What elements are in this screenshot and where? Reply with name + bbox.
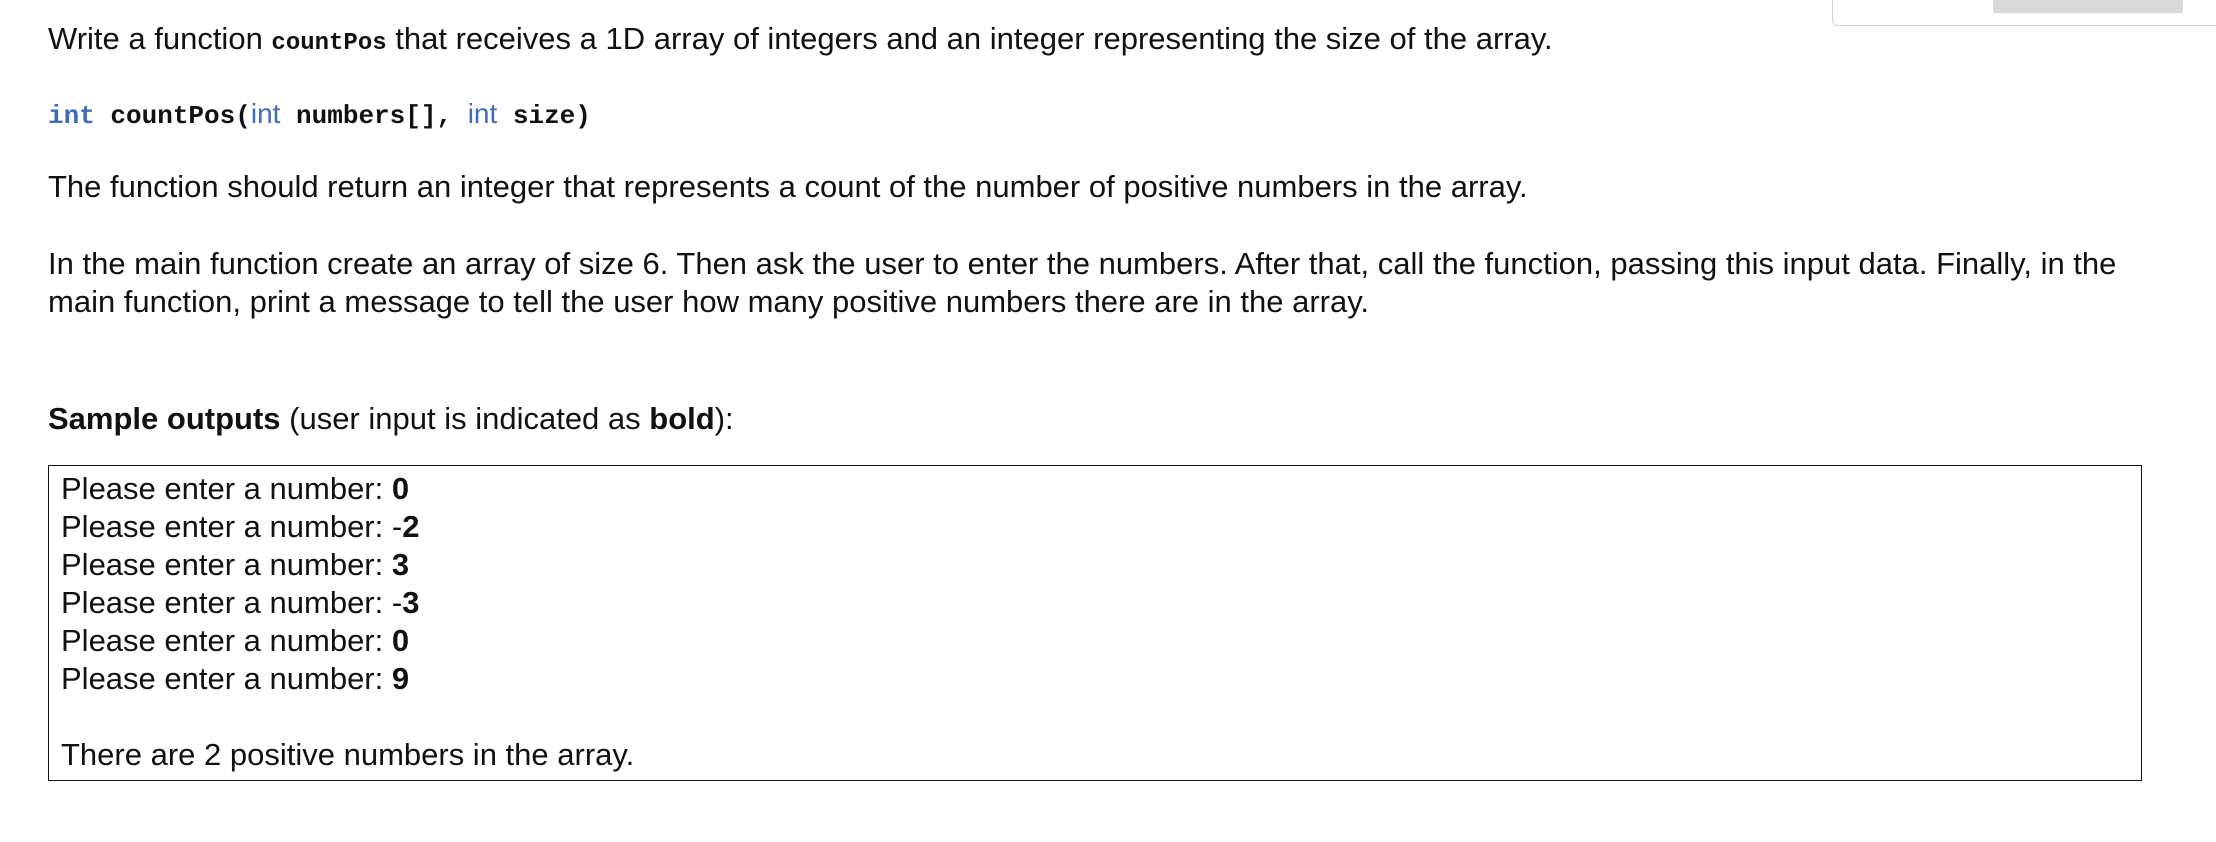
sample-output-box <box>48 465 2142 781</box>
main-description: In the main function create an array of size 6. Then ask the user to enter the numbers. After that, call the function, passing this input data. Finally, in the main function, print a message to tell the user how many positive numbers there are in the array. <box>48 246 2117 319</box>
user-input-value: 2 <box>402 509 420 544</box>
sample-line <box>61 470 2129 508</box>
user-input-value: 0 <box>391 471 410 506</box>
param2-name: size) <box>512 101 591 131</box>
user-input-value: 3 <box>402 585 420 620</box>
sample-line <box>61 546 2129 584</box>
prompt-text: Please enter a number: <box>61 661 392 696</box>
sample-heading-middle: (user input is indicated as <box>280 401 650 436</box>
result-line: There are 2 positive numbers in the array. <box>61 737 635 772</box>
prompt-text: Please enter a number: <box>61 547 392 582</box>
function-signature <box>48 95 2148 135</box>
signature-open-paren: ( <box>235 101 251 131</box>
prompt-text: Please enter a number: <box>61 471 392 506</box>
input-sign: - <box>391 509 403 544</box>
return-type-keyword: int <box>48 101 95 131</box>
intro-paragraph <box>48 20 2148 63</box>
sample-line <box>61 660 2129 698</box>
param1-type-keyword: int <box>250 98 281 129</box>
user-input-value: 3 <box>391 547 410 582</box>
sample-heading-bold-word: bold <box>649 401 715 436</box>
intro-text-start: Write a function <box>48 21 272 56</box>
function-name-inline: countPos <box>271 30 387 57</box>
param1-name: numbers[], <box>296 101 453 131</box>
sample-heading-bold: Sample outputs <box>48 401 281 436</box>
return-description: The function should return an integer that represents a count of the number of positive numbers in the array. <box>48 169 1528 204</box>
prompt-text: Please enter a number: <box>61 585 392 620</box>
sample-line <box>61 584 2129 622</box>
sample-heading <box>48 400 2148 438</box>
question-content <box>48 20 2148 781</box>
prompt-text: Please enter a number: <box>61 623 392 658</box>
user-input-value: 0 <box>391 623 410 658</box>
signature-function-name: countPos <box>110 101 236 131</box>
input-sign: - <box>391 585 403 620</box>
user-input-value: 9 <box>391 661 410 696</box>
sample-line <box>61 508 2129 546</box>
intro-text-end: that receives a 1D array of integers and an integer representing the size of the array. <box>386 21 1553 56</box>
prompt-text: Please enter a number: <box>61 509 392 544</box>
blank-line <box>61 698 2129 736</box>
param2-type-keyword: int <box>467 98 498 129</box>
corner-button[interactable] <box>1993 0 2183 13</box>
sample-heading-end: ): <box>714 401 734 436</box>
sample-line <box>61 622 2129 660</box>
